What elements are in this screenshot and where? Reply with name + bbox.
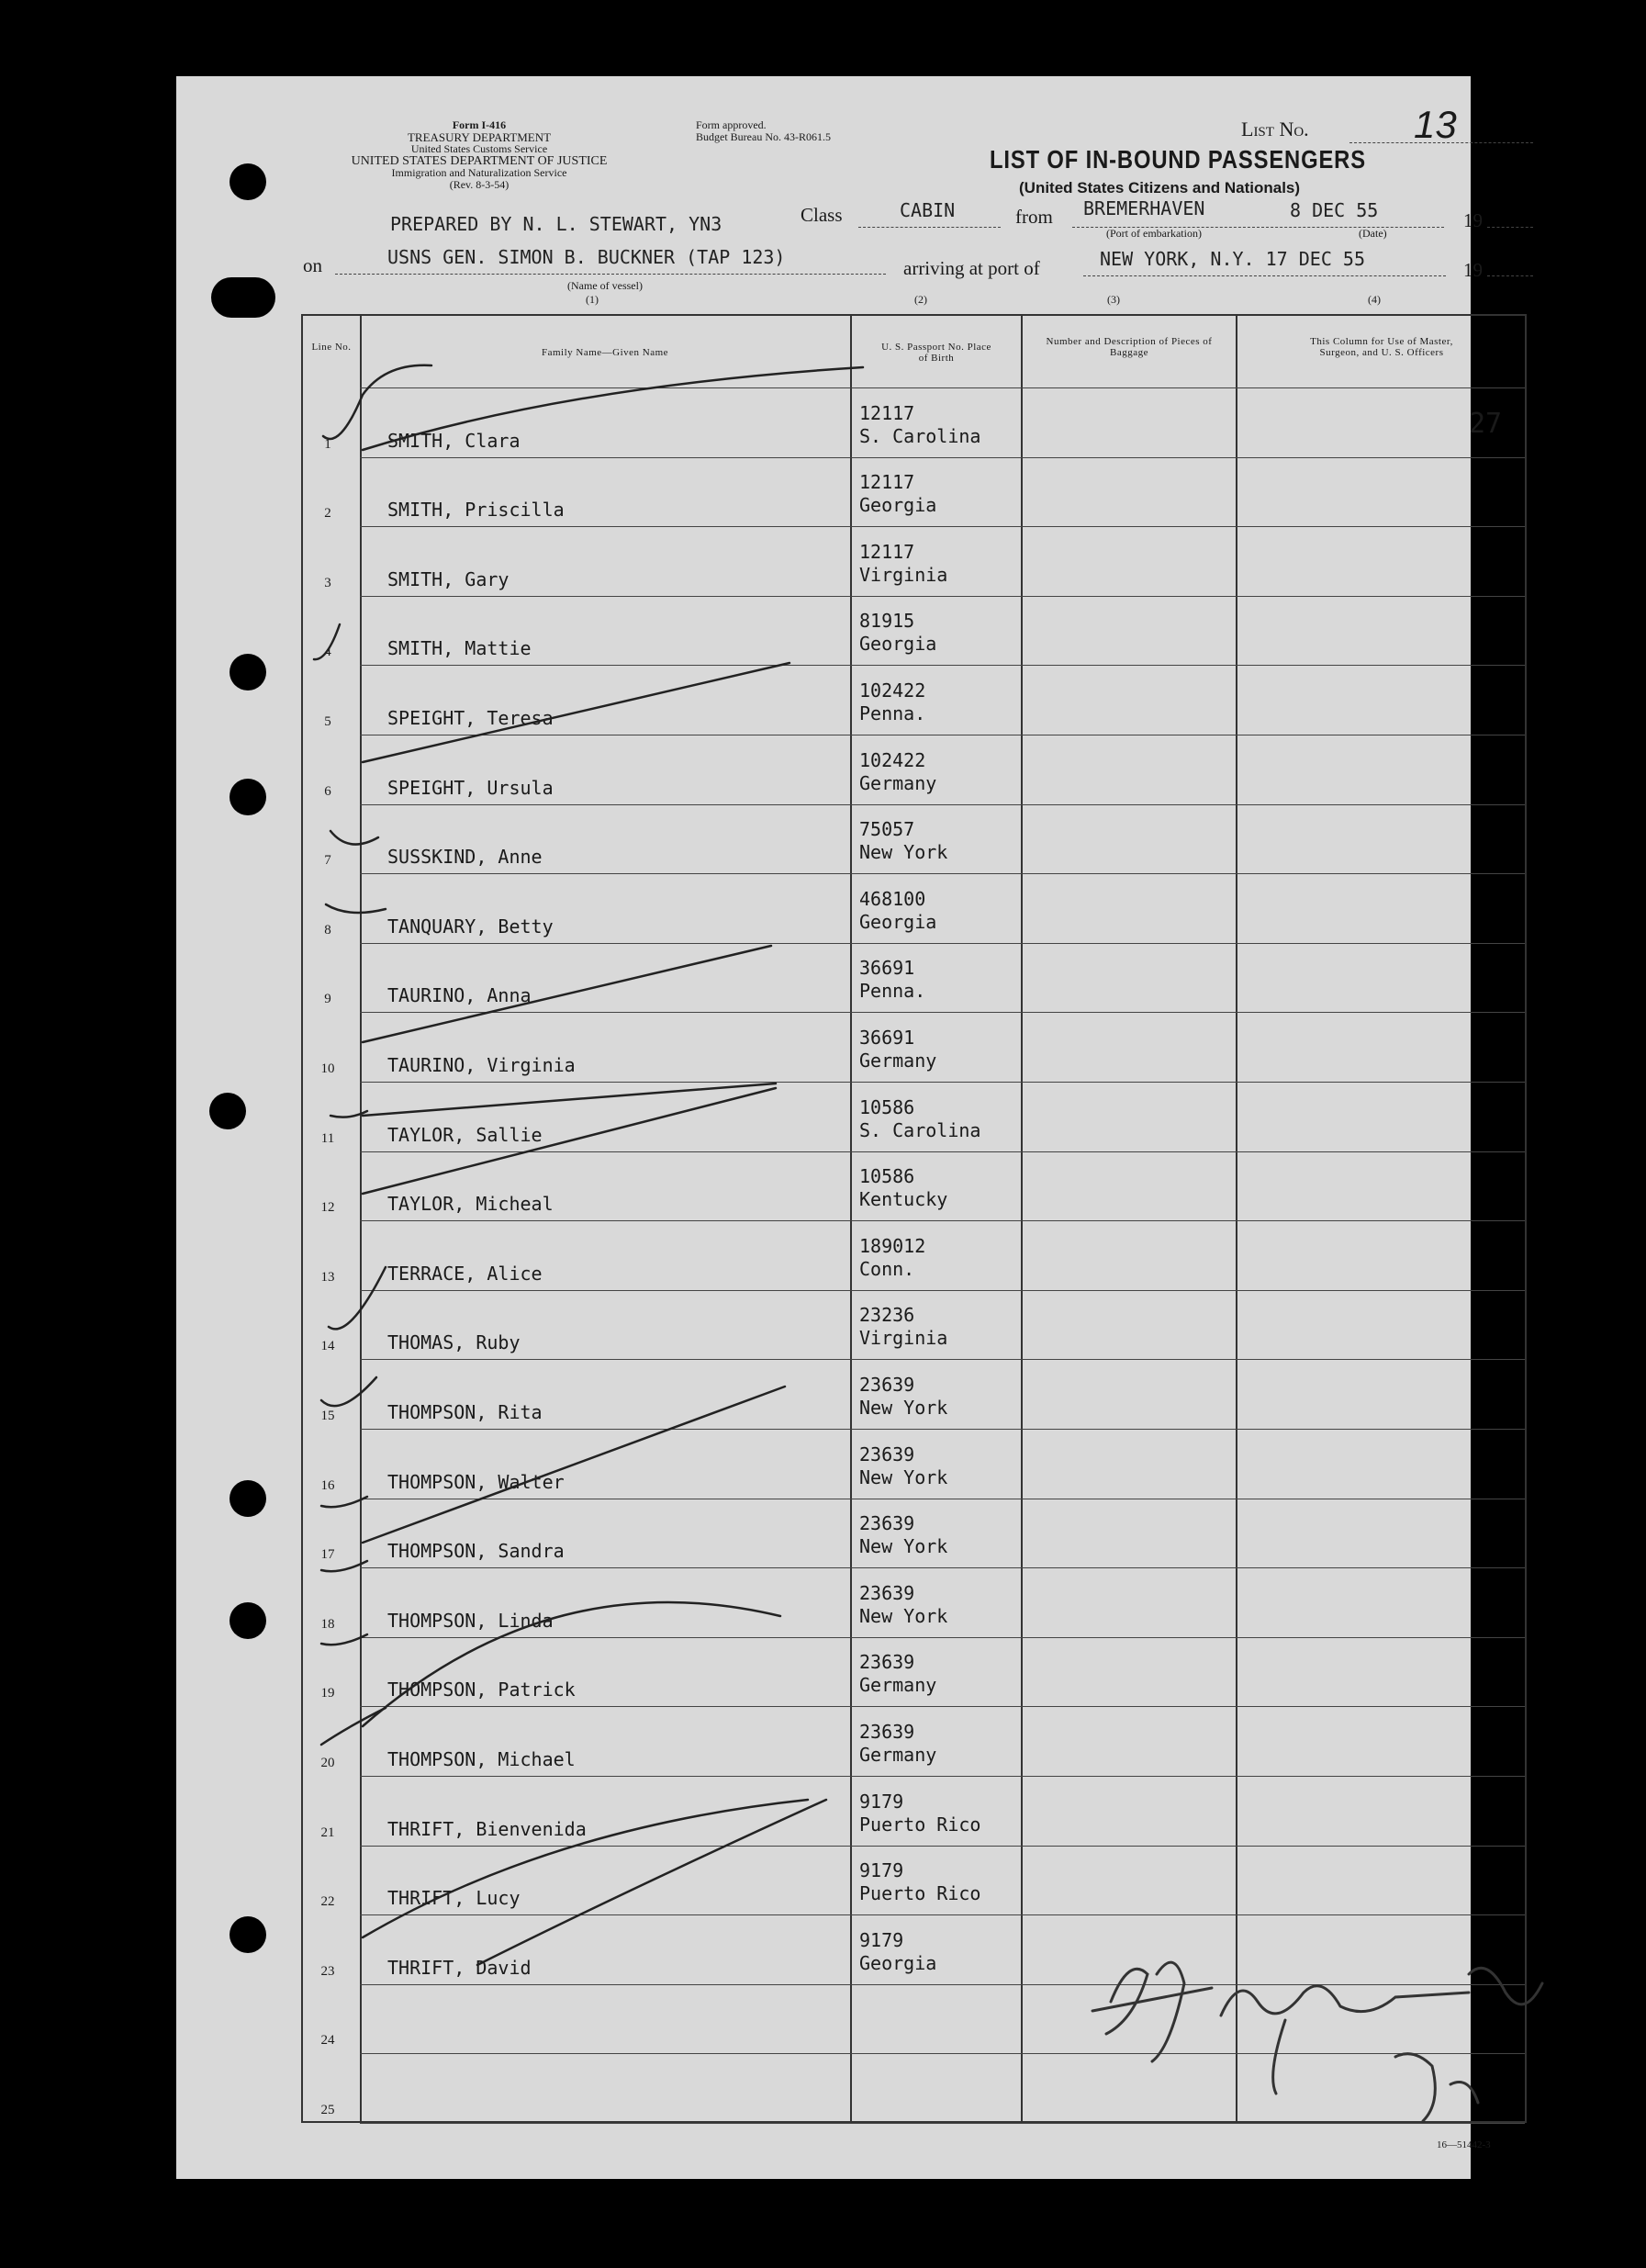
place-of-birth: Germany — [859, 1744, 937, 1766]
passenger-name: SMITH, Mattie — [387, 637, 532, 660]
passport-number: 9179 — [859, 1790, 904, 1813]
from-label: from — [1015, 206, 1053, 228]
line-number: 18 — [320, 1616, 335, 1632]
justice-dept: UNITED STATES DEPARTMENT OF JUSTICE — [351, 154, 608, 168]
check-mark — [314, 624, 340, 659]
line-number: 15 — [320, 1409, 335, 1423]
tally-line — [363, 1088, 776, 1194]
vessel-name: USNS GEN. SIMON B. BUCKNER (TAP 123) — [387, 246, 786, 268]
form-title: LIST OF IN-BOUND PASSENGERS — [990, 145, 1366, 174]
place-of-birth: Penna. — [859, 980, 926, 1003]
passenger-name: TAURINO, Anna — [387, 984, 532, 1007]
place-of-birth: New York — [859, 841, 948, 864]
passenger-name: THOMPSON, Walter — [387, 1470, 565, 1493]
list-no-label: List No. — [1241, 118, 1309, 140]
year-label-2: 19 — [1463, 259, 1483, 281]
arrival-port: NEW YORK, N.Y. 17 DEC 55 — [1100, 248, 1365, 270]
passenger-name: TAYLOR, Micheal — [387, 1193, 554, 1216]
check-mark — [330, 831, 378, 845]
arriving-label: arriving at port of — [903, 257, 1040, 279]
passenger-name: TANQUARY, Betty — [387, 915, 554, 938]
passport-number: 12117 — [859, 471, 915, 494]
check-mark — [329, 1267, 386, 1329]
form-number: Form I-416 — [452, 118, 507, 131]
line-number: 12 — [320, 1200, 335, 1216]
passenger-name: THOMPSON, Patrick — [387, 1679, 576, 1701]
tally-line — [363, 1800, 808, 1937]
place-of-birth: Germany — [859, 1674, 937, 1697]
passport-number: 468100 — [859, 887, 926, 910]
passport-number: 23639 — [859, 1512, 915, 1535]
passenger-name: THRIFT, Bienvenida — [387, 1817, 587, 1840]
passenger-name: SUSSKIND, Anne — [387, 846, 543, 869]
col-num-4: (4) — [1368, 293, 1381, 306]
header-line-no: Line No. — [311, 342, 352, 353]
place-of-birth: Georgia — [859, 494, 937, 517]
header-name: Family Name—Given Name — [541, 347, 669, 358]
footer-code: 16—51442-3 — [1437, 2139, 1491, 2150]
passenger-name: THOMPSON, Linda — [387, 1609, 554, 1632]
officer-note: 27 — [1469, 408, 1503, 440]
place-of-birth: S. Carolina — [859, 424, 981, 447]
line-number: 6 — [324, 783, 331, 799]
line-number: 20 — [320, 1756, 335, 1770]
passport-number: 75057 — [859, 818, 915, 841]
class-label: Class — [801, 204, 843, 226]
col-num-3: (3) — [1107, 293, 1120, 306]
customs-service: United States Customs Service — [410, 142, 548, 155]
revision: (Rev. 8-3-54) — [449, 178, 509, 191]
passport-number: 23639 — [859, 1651, 915, 1674]
on-label: on — [303, 254, 322, 276]
form-subtitle: (United States Citizens and Nationals) — [1019, 179, 1301, 196]
passenger-name: TERRACE, Alice — [387, 1262, 543, 1285]
check-mark — [323, 365, 431, 439]
signature — [1092, 1962, 1542, 2121]
place-of-birth: New York — [859, 1465, 948, 1488]
col-num-1: (1) — [586, 293, 599, 306]
line-number: 14 — [320, 1339, 335, 1354]
ins-service: Immigration and Naturalization Service — [391, 166, 567, 179]
place-of-birth: Georgia — [859, 1951, 937, 1974]
passport-number: 12117 — [859, 540, 915, 563]
line-number: 9 — [324, 992, 331, 1007]
date-caption: (Date) — [1359, 227, 1387, 240]
vessel-caption: (Name of vessel) — [567, 279, 643, 292]
passport-number: 23236 — [859, 1304, 915, 1327]
place-of-birth: S. Carolina — [859, 1118, 981, 1141]
passport-number: 189012 — [859, 1234, 926, 1257]
passenger-name: SMITH, Gary — [387, 567, 509, 590]
line-number: 7 — [324, 853, 331, 869]
line-number: 24 — [320, 2033, 335, 2049]
passport-number: 9179 — [859, 1859, 904, 1882]
tally-line — [363, 367, 863, 450]
class-value: CABIN — [900, 199, 956, 221]
place-of-birth: Kentucky — [859, 1188, 948, 1211]
line-number: 2 — [324, 506, 331, 522]
place-of-birth: Georgia — [859, 633, 937, 656]
header-officers: This Column for Use of Master, Surgeon, and U. S. Officers — [1310, 336, 1453, 358]
passenger-name: THRIFT, Lucy — [387, 1887, 521, 1910]
passenger-name: TAURINO, Virginia — [387, 1054, 576, 1076]
passenger-name: THOMPSON, Michael — [387, 1748, 576, 1770]
from-date: 8 DEC 55 — [1290, 199, 1379, 221]
passenger-name: SMITH, Priscilla — [387, 499, 565, 522]
tally-line — [363, 1083, 776, 1116]
line-number: 16 — [320, 1477, 335, 1493]
passenger-name: TAYLOR, Sallie — [387, 1123, 543, 1146]
place-of-birth: Conn. — [859, 1257, 915, 1280]
passenger-name: SPEIGHT, Teresa — [387, 707, 554, 729]
place-of-birth: New York — [859, 1397, 948, 1419]
check-mark — [321, 1497, 367, 1507]
passenger-name: THRIFT, David — [387, 1956, 532, 1979]
passenger-name: SMITH, Clara — [387, 429, 521, 452]
line-number: 25 — [320, 2103, 335, 2117]
line-number: 13 — [320, 1269, 335, 1285]
place-of-birth: Virginia — [859, 1327, 948, 1350]
passenger-name: THOMPSON, Rita — [387, 1401, 543, 1423]
check-mark — [321, 1561, 367, 1571]
year-label: 19 — [1463, 209, 1483, 231]
tally-line — [363, 1387, 785, 1543]
passport-number: 23639 — [859, 1721, 915, 1743]
passport-number: 102422 — [859, 679, 926, 702]
passport-number: 23639 — [859, 1581, 915, 1604]
line-number: 1 — [324, 436, 331, 452]
check-mark — [326, 904, 386, 913]
tally-line — [363, 1602, 780, 1726]
passport-number: 10586 — [859, 1095, 915, 1118]
budget-bureau: Budget Bureau No. 43-R061.5 — [696, 130, 831, 143]
port-caption: (Port of embarkation) — [1106, 227, 1202, 240]
line-number: 21 — [320, 1825, 335, 1840]
line-number: 4 — [324, 645, 331, 660]
line-number: 3 — [324, 575, 331, 590]
passport-number: 23639 — [859, 1443, 915, 1465]
passenger-name: THOMAS, Ruby — [387, 1331, 521, 1354]
place-of-birth: New York — [859, 1604, 948, 1627]
line-number: 5 — [324, 714, 331, 729]
place-of-birth: Puerto Rico — [859, 1882, 981, 1905]
place-of-birth: New York — [859, 1535, 948, 1558]
place-of-birth: Virginia — [859, 563, 948, 586]
line-number: 23 — [320, 1963, 335, 1979]
list-number: 13 — [1414, 103, 1457, 146]
place-of-birth: Puerto Rico — [859, 1813, 981, 1836]
passport-number: 102422 — [859, 748, 926, 771]
check-mark — [321, 1377, 376, 1406]
col-num-2: (2) — [914, 293, 927, 306]
line-number: 17 — [320, 1547, 335, 1563]
line-number: 19 — [320, 1686, 335, 1701]
line-number: 8 — [324, 922, 331, 938]
header-baggage: Number and Description of Pieces of Baggage — [1046, 336, 1213, 358]
passport-number: 10586 — [859, 1165, 915, 1188]
line-number: 22 — [320, 1894, 335, 1910]
passport-number: 36691 — [859, 957, 915, 980]
place-of-birth: Penna. — [859, 702, 926, 724]
passport-number: 81915 — [859, 610, 915, 633]
form-approved: Form approved. — [696, 118, 767, 131]
passenger-name: THOMPSON, Sandra — [387, 1540, 565, 1563]
tally-line — [363, 663, 789, 762]
prepared-by: PREPARED BY N. L. STEWART, YN3 — [390, 213, 722, 235]
passport-number: 23639 — [859, 1374, 915, 1396]
place-of-birth: Germany — [859, 1050, 937, 1072]
treasury-dept: TREASURY DEPARTMENT — [407, 130, 552, 144]
tally-line — [363, 946, 771, 1042]
passenger-name: SPEIGHT, Ursula — [387, 776, 554, 799]
passport-number: 12117 — [859, 401, 915, 424]
line-number: 11 — [320, 1130, 335, 1146]
passport-number: 9179 — [859, 1928, 904, 1951]
line-number: 10 — [320, 1061, 335, 1076]
place-of-birth: Germany — [859, 771, 937, 794]
check-mark — [321, 1634, 367, 1645]
header-passport: U. S. Passport No. Place of Birth — [881, 342, 991, 364]
from-port: BREMERHAVEN — [1083, 197, 1205, 219]
place-of-birth: Georgia — [859, 910, 937, 933]
passport-number: 36691 — [859, 1027, 915, 1049]
